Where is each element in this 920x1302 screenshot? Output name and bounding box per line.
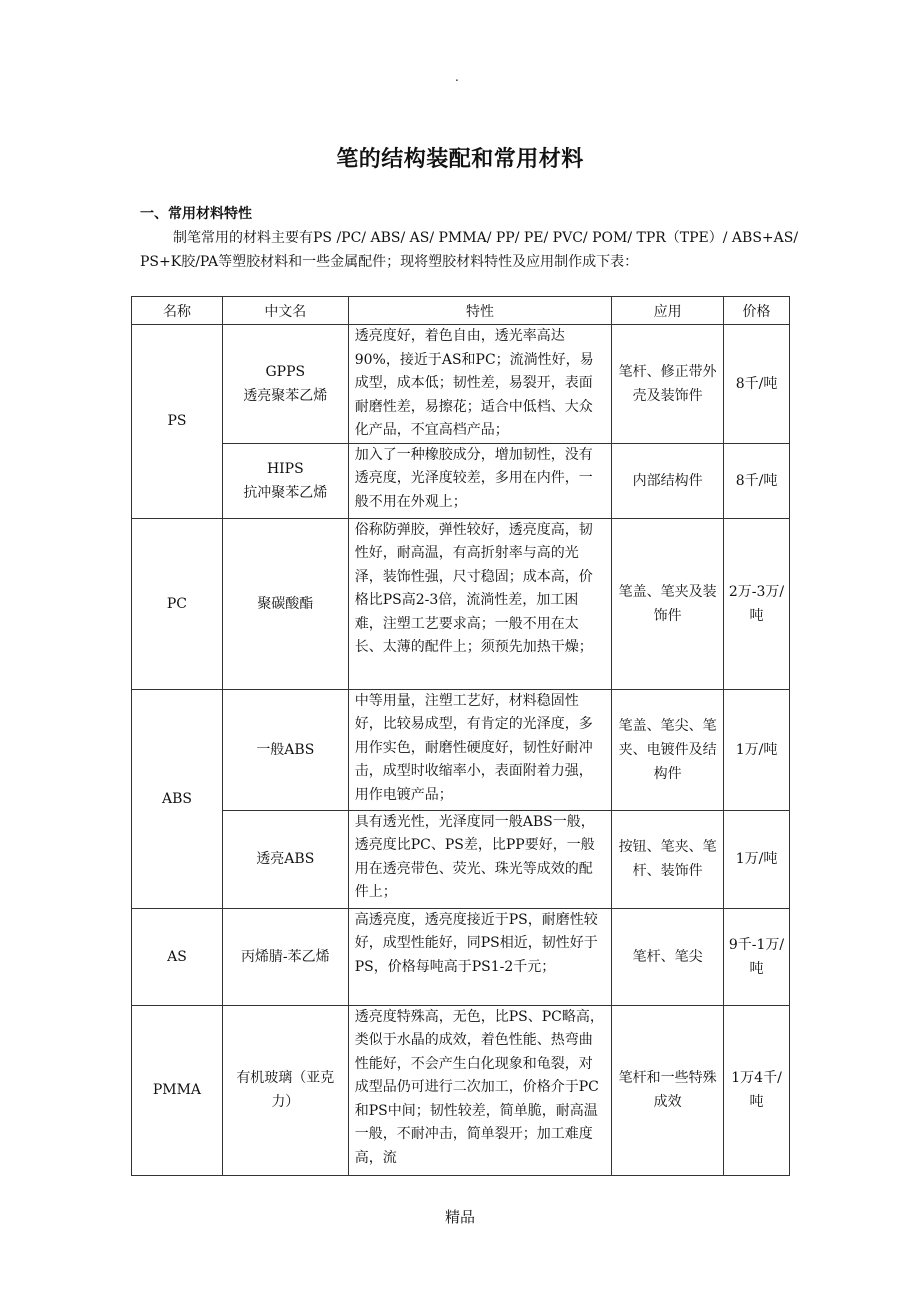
material-name-cell: PMMA [132,1005,223,1175]
chinese-name-cell: 聚碳酸酯 [222,518,348,689]
intro-line-2: PS+K胶/PA等塑胶材料和一些金属配件；现将塑胶材料特性及应用制作成下表： [140,254,639,270]
properties-cell: 加入了一种橡胶成分，增加韧性，没有透亮度，光泽度较差，多用在内件，一般不用在外观上； [348,443,612,518]
price-cell: 1万/吨 [724,810,790,908]
table-row [132,689,790,810]
price-cell: 8千/吨 [724,325,790,444]
properties-cell: 透亮度好，着色自由，透光率高达90%，接近于AS和PC；流淌性好，易成型，成本低；韧性差，易裂开，表面耐磨性差，易擦花；适合中低档、大众化产品，不宜高档产品； [348,325,612,444]
properties-cell: 高透亮度，透亮度接近于PS，耐磨性较好，成型性能好，同PS相近，韧性好于PS，价格每吨高于PS1-2千元； [348,908,612,1005]
chinese-name-cell: 有机玻璃（亚克力） [222,1005,348,1175]
header-price: 价格 [724,297,790,325]
chinese-name-cell: 透亮ABS [222,810,348,908]
application-cell: 笔杆、修正带外壳及装饰件 [612,325,724,444]
application-cell: 笔盖、笔尖、笔夹、电镀件及结构件 [612,689,724,810]
properties-cell: 俗称防弹胶，弹性较好，透亮度高，韧性好，耐高温，有高折射率与高的光泽，装饰性强，尺寸稳固；成本高，价格比PS高2-3倍，流淌性差，加工困难，注塑工艺要求高；一般不用在太长、太薄的配件上；须预先加热干燥； [348,518,612,689]
application-cell: 内部结构件 [612,443,724,518]
material-name-cell: PS [132,325,223,519]
properties-cell: 中等用量，注塑工艺好，材料稳固性好，比较易成型，有肯定的光泽度，多用作实色，耐磨性硬度好，韧性好耐冲击，成型时收缩率小，表面附着力强，用作电镀产品； [348,689,612,810]
chinese-name-cell [222,443,348,518]
chinese-name-line: 透亮聚苯乙烯 [243,387,328,404]
table-header-row [132,297,790,325]
table-row [132,908,790,1005]
table-row [132,325,790,444]
material-name-cell: ABS [132,689,223,908]
table-row [132,518,790,689]
properties-cell: 透亮度特殊高，无色，比PS、PC略高，类似于水晶的成效，着色性能、热弯曲性能好，不会产生白化现象和龟裂，对成型品仍可进行二次加工，价格介于PC和PS中间；韧性较差，简单脆，耐高温一般，不耐冲击，简单裂开；加工难度高，流 [348,1005,612,1175]
chinese-name-cell [222,325,348,444]
table-row [132,810,790,908]
header-name: 名称 [132,297,223,325]
price-cell: 8千/吨 [724,443,790,518]
application-cell: 笔盖、笔夹及装饰件 [612,518,724,689]
application-cell: 笔杆和一些特殊成效 [612,1005,724,1175]
material-name-cell: PC [132,518,223,689]
page-footer: 精品 [444,1208,475,1226]
section-heading: 一、常用材料特性 [140,206,252,222]
properties-cell: 具有透光性，光泽度同一般ABS一般，透亮度比PC、PS差，比PP要好，一般用在透亮带色、荧光、珠光等成效的配件上； [348,810,612,908]
chinese-name-line: HIPS [266,460,304,477]
price-cell: 1万/吨 [724,689,790,810]
header-properties: 特性 [348,297,612,325]
page-title: 笔的结构装配和常用材料 [336,147,584,172]
intro-paragraph [140,226,830,274]
table-row [132,1005,790,1175]
header-chinese-name: 中文名 [222,297,348,325]
chinese-name-cell: 丙烯腈-苯乙烯 [222,908,348,1005]
price-cell: 1万4千/吨 [724,1005,790,1175]
table-row [132,443,790,518]
chinese-name-line: 抗冲聚苯乙烯 [243,484,328,501]
materials-table [131,296,790,1176]
price-cell: 9千-1万/吨 [724,908,790,1005]
chinese-name-cell: 一般ABS [222,689,348,810]
material-name-cell: AS [132,908,223,1005]
price-cell: 2万-3万/吨 [724,518,790,689]
application-cell: 笔杆、笔尖 [612,908,724,1005]
header-mark: . [455,70,459,84]
header-application: 应用 [612,297,724,325]
chinese-name-line: GPPS [265,363,306,380]
intro-line-1: 制笔常用的材料主要有PS /PC/ ABS/ AS/ PMMA/ PP/ PE/ PVC/ POM/ TPR（TPE）/ ABS+AS/ [173,230,799,246]
application-cell: 按钮、笔夹、笔杆、装饰件 [612,810,724,908]
